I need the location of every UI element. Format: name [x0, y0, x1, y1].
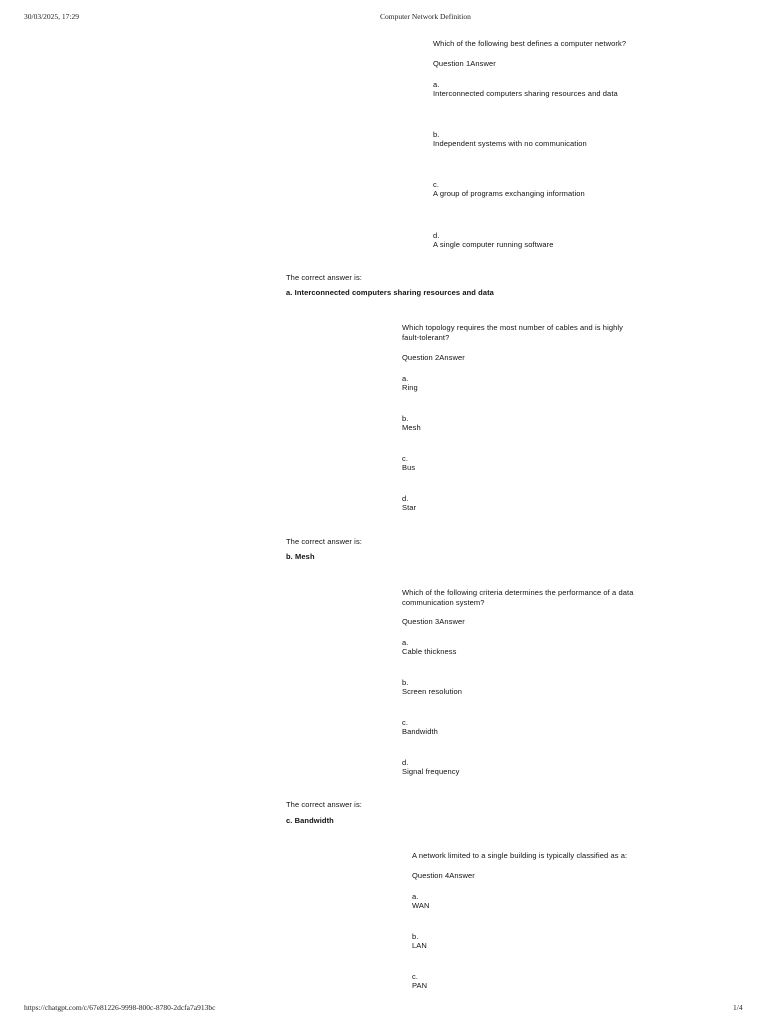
- q3-correct-label: The correct answer is:: [286, 800, 362, 809]
- q2-option-a-letter: a.: [402, 374, 409, 383]
- q4-option-a-letter: a.: [412, 892, 419, 901]
- q2-option-b-letter: b.: [402, 414, 409, 423]
- question-3-text: Which of the following criteria determines the performance of a data communication system?: [402, 588, 634, 607]
- q1-option-a-text: Interconnected computers sharing resources and data: [433, 89, 618, 98]
- q4-option-a-text: WAN: [412, 901, 430, 910]
- q1-option-c-letter: c.: [433, 180, 440, 189]
- q2-option-b-text: Mesh: [402, 423, 421, 432]
- question-1-label: Question 1Answer: [433, 59, 496, 68]
- q1-option-c-text: A group of programs exchanging information: [433, 189, 585, 198]
- q4-option-b-letter: b.: [412, 932, 419, 941]
- q4-option-b-text: LAN: [412, 941, 427, 950]
- question-3-label: Question 3Answer: [402, 617, 465, 626]
- q3-option-c-letter: c.: [402, 718, 409, 727]
- q4-option-c-text: PAN: [412, 981, 428, 990]
- q3-option-a-text: Cable thickness: [402, 647, 457, 656]
- q3-option-d-text: Signal frequency: [402, 767, 460, 776]
- question-2-label: Question 2Answer: [402, 353, 465, 362]
- q1-correct-label: The correct answer is:: [286, 273, 362, 282]
- q2-option-d-letter: d.: [402, 494, 409, 503]
- q1-option-b-letter: b.: [433, 130, 440, 139]
- q3-option-d-letter: d.: [402, 758, 409, 767]
- q2-option-c-letter: c.: [402, 454, 409, 463]
- q1-correct-answer: a. Interconnected computers sharing resources and data: [286, 288, 494, 297]
- q2-option-c-text: Bus: [402, 463, 416, 472]
- question-2-text: Which topology requires the most number of cables and is highly fault-tolerant?: [402, 323, 623, 342]
- q2-option-a-text: Ring: [402, 383, 418, 392]
- question-4-text: A network limited to a single building is typically classified as a:: [412, 851, 628, 860]
- q1-option-d-letter: d.: [433, 231, 440, 240]
- q3-correct-answer: c. Bandwidth: [286, 816, 334, 825]
- q2-correct-answer: b. Mesh: [286, 552, 315, 561]
- page-title: Computer Network Definition: [380, 12, 471, 21]
- q1-option-b-text: Independent systems with no communication: [433, 139, 587, 148]
- q1-option-a-letter: a.: [433, 80, 440, 89]
- q3-option-b-letter: b.: [402, 678, 409, 687]
- q3-option-a-letter: a.: [402, 638, 409, 647]
- q4-option-c-letter: c.: [412, 972, 419, 981]
- question-4-label: Question 4Answer: [412, 871, 475, 880]
- q2-option-d-text: Star: [402, 503, 417, 512]
- q2-correct-label: The correct answer is:: [286, 537, 362, 546]
- page-number: 1/4: [733, 1003, 743, 1012]
- print-datetime: 30/03/2025, 17:29: [24, 12, 80, 21]
- q3-option-b-text: Screen resolution: [402, 687, 463, 696]
- q3-option-c-text: Bandwidth: [402, 727, 438, 736]
- question-1-text: Which of the following best defines a computer network?: [433, 39, 627, 48]
- page-url: https://chatgpt.com/c/67e81226-9998-800c-8780-2dcfa7a913bc: [24, 1003, 216, 1012]
- q1-option-d-text: A single computer running software: [433, 240, 554, 249]
